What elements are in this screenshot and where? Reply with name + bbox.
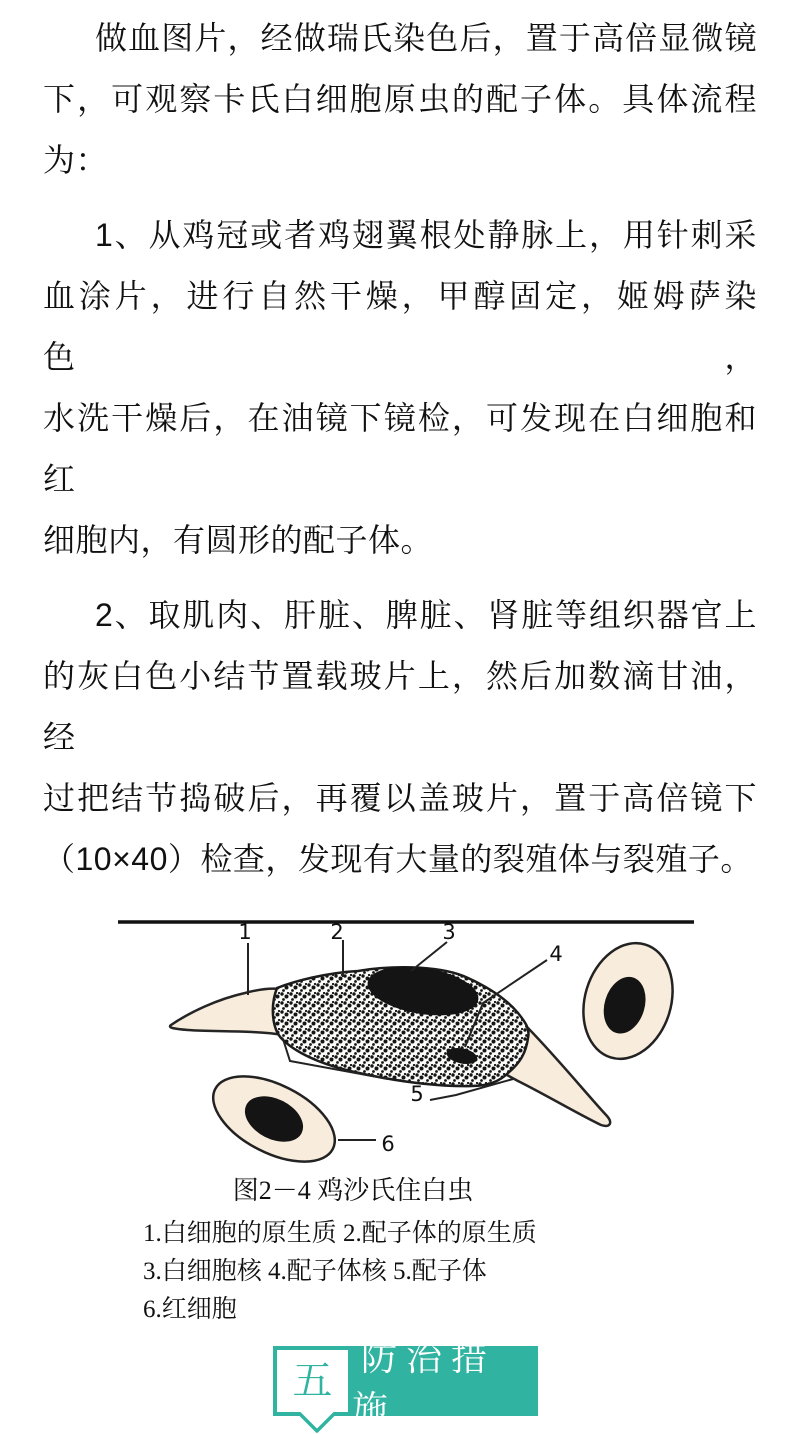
figure-legend-line: 3.白细胞核 4.配子体核 5.配子体 [143, 1258, 487, 1285]
text-line: 做血图片，经做瑞氏染色后，置于高倍显微镜 [95, 20, 757, 56]
leader-line-3 [411, 942, 447, 971]
text-line: 水洗干燥后，在油镜下镜检，可发现在白细胞和红 [43, 400, 757, 497]
figure-label-3: 3 [442, 920, 456, 944]
badge-tail-notch [295, 1412, 339, 1434]
red-blood-cell [570, 932, 687, 1070]
section-number-box [273, 1346, 352, 1416]
figure-label-5: 5 [410, 1082, 424, 1106]
figure-caption: 图2－4 鸡沙氏住白虫 [232, 1176, 474, 1205]
text-line: 下，可观察卡氏白细胞原虫的配子体。具体流程 [43, 81, 757, 117]
text-line: （10×40）检查，发现有大量的裂殖体与裂殖子。 [43, 841, 753, 877]
text-line: 细胞内，有圆形的配子体。 [43, 522, 434, 558]
parasite-diagram [100, 911, 710, 1171]
paragraph-step2 [43, 585, 757, 890]
figure-label-6: 6 [381, 1132, 395, 1156]
section-badge [273, 1337, 538, 1429]
paragraph-step1 [43, 205, 757, 571]
leukocyte-protoplasm-left [170, 989, 284, 1035]
figure-label-1: 1 [238, 920, 252, 944]
figure-label-2: 2 [330, 920, 344, 944]
text-line: 的灰白色小结节置载玻片上，然后加数滴甘油，经 [43, 658, 757, 755]
paragraph-intro [43, 8, 757, 191]
text-line: 为： [43, 142, 109, 178]
text-line: 过把结节捣破后，再覆以盖玻片，置于高倍镜下 [43, 780, 757, 816]
figure-legend [143, 1215, 810, 1329]
red-blood-cell [200, 1059, 348, 1171]
text-line: 2、取肌肉、肝脏、脾脏、肾脏等组织器官上 [95, 597, 757, 633]
text-line: 血涂片，进行自然干燥，甲醇固定，姬姆萨染色， [43, 278, 757, 375]
section-title: 防治措施 [352, 1337, 497, 1429]
figure-legend-line: 1.白细胞的原生质 2.配子体的原生质 [143, 1220, 537, 1247]
section-number: 五 [292, 1359, 333, 1403]
text-line: 1、从鸡冠或者鸡翅翼根处静脉上，用针刺采 [95, 217, 757, 253]
figure-label-4: 4 [549, 942, 563, 966]
figure-legend-line: 6.红细胞 [143, 1296, 237, 1323]
